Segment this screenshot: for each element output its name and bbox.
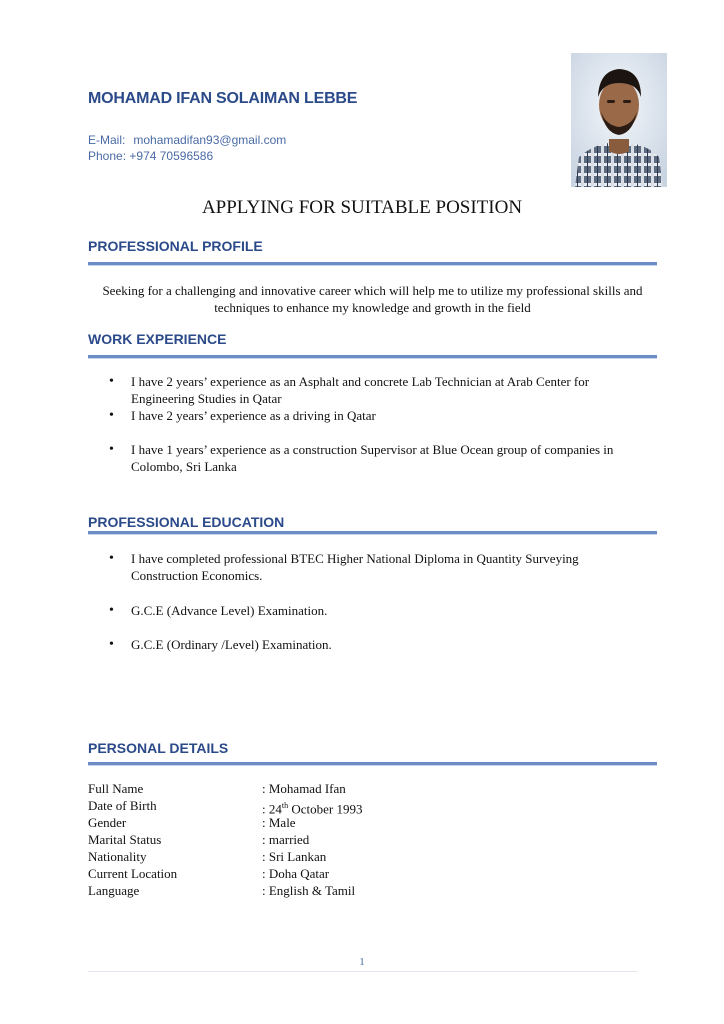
work-section-title: WORK EXPERIENCE <box>88 331 227 347</box>
detail-row <box>88 848 588 865</box>
detail-key: Language <box>88 883 140 898</box>
phone-line <box>88 149 213 163</box>
detail-key: Gender <box>88 815 127 830</box>
section-rule <box>88 531 657 535</box>
detail-row <box>88 882 588 899</box>
detail-key: Nationality <box>88 849 147 864</box>
section-rule <box>88 262 657 266</box>
list-item: • I have completed professional BTEC Higher National Diploma in Quantity Surveying Construction Economics. <box>131 550 641 584</box>
detail-value: : Sri Lankan <box>262 849 327 864</box>
list-item: • I have 2 years’ experience as a driving in Qatar <box>131 407 641 424</box>
detail-key: Marital Status <box>88 832 162 847</box>
detail-value: : English & Tamil <box>262 883 356 898</box>
candidate-name: MOHAMAD IFAN SOLAIMAN LEBBE <box>88 90 358 107</box>
applying-heading: APPLYING FOR SUITABLE POSITION <box>201 197 523 218</box>
detail-row <box>88 780 588 797</box>
phone-value: +974 70596586 <box>129 149 214 163</box>
detail-row <box>88 814 588 831</box>
personal-section-title: PERSONAL DETAILS <box>88 740 229 756</box>
detail-row <box>88 831 588 848</box>
email-line <box>88 133 286 147</box>
list-item: • I have 2 years’ experience as an Asphalt and concrete Lab Technician at Arab Center for Engineering Studies in Qatar <box>131 373 641 407</box>
list-item: • G.C.E (Advance Level) Examination. <box>131 602 641 619</box>
detail-row <box>88 865 588 882</box>
profile-text: Seeking for a challenging and innovative career which will help me to utilize my professional skills and techniques to enhance my knowledge and growth in the field <box>102 283 643 315</box>
page-number: 1 <box>359 956 365 968</box>
personal-details-table <box>88 780 588 899</box>
detail-value: : 24th October 1993 <box>262 801 363 817</box>
detail-key: Current Location <box>88 866 178 881</box>
detail-row <box>88 797 588 817</box>
detail-value: : Doha Qatar <box>262 866 330 881</box>
email-value: mohamadifan93@gmail.com <box>133 133 287 147</box>
list-item: • I have 1 years’ experience as a construction Supervisor at Blue Ocean group of companies in Colombo, Sri Lanka <box>131 441 641 475</box>
email-label: E-Mail: <box>88 133 126 147</box>
education-section-title: PROFESSIONAL EDUCATION <box>88 514 285 530</box>
detail-value: : married <box>262 832 310 847</box>
profile-section-title: PROFESSIONAL PROFILE <box>88 238 263 254</box>
detail-key: Full Name <box>88 781 144 796</box>
detail-value: : Mohamad Ifan <box>262 781 346 796</box>
section-rule <box>88 355 657 359</box>
footer-divider <box>88 971 638 972</box>
profile-photo <box>571 53 667 187</box>
phone-label: Phone: <box>88 149 127 163</box>
section-rule <box>88 762 657 766</box>
detail-value: : Male <box>262 815 296 830</box>
list-item: • G.C.E (Ordinary /Level) Examination. <box>131 636 641 653</box>
detail-key: Date of Birth <box>88 798 157 813</box>
